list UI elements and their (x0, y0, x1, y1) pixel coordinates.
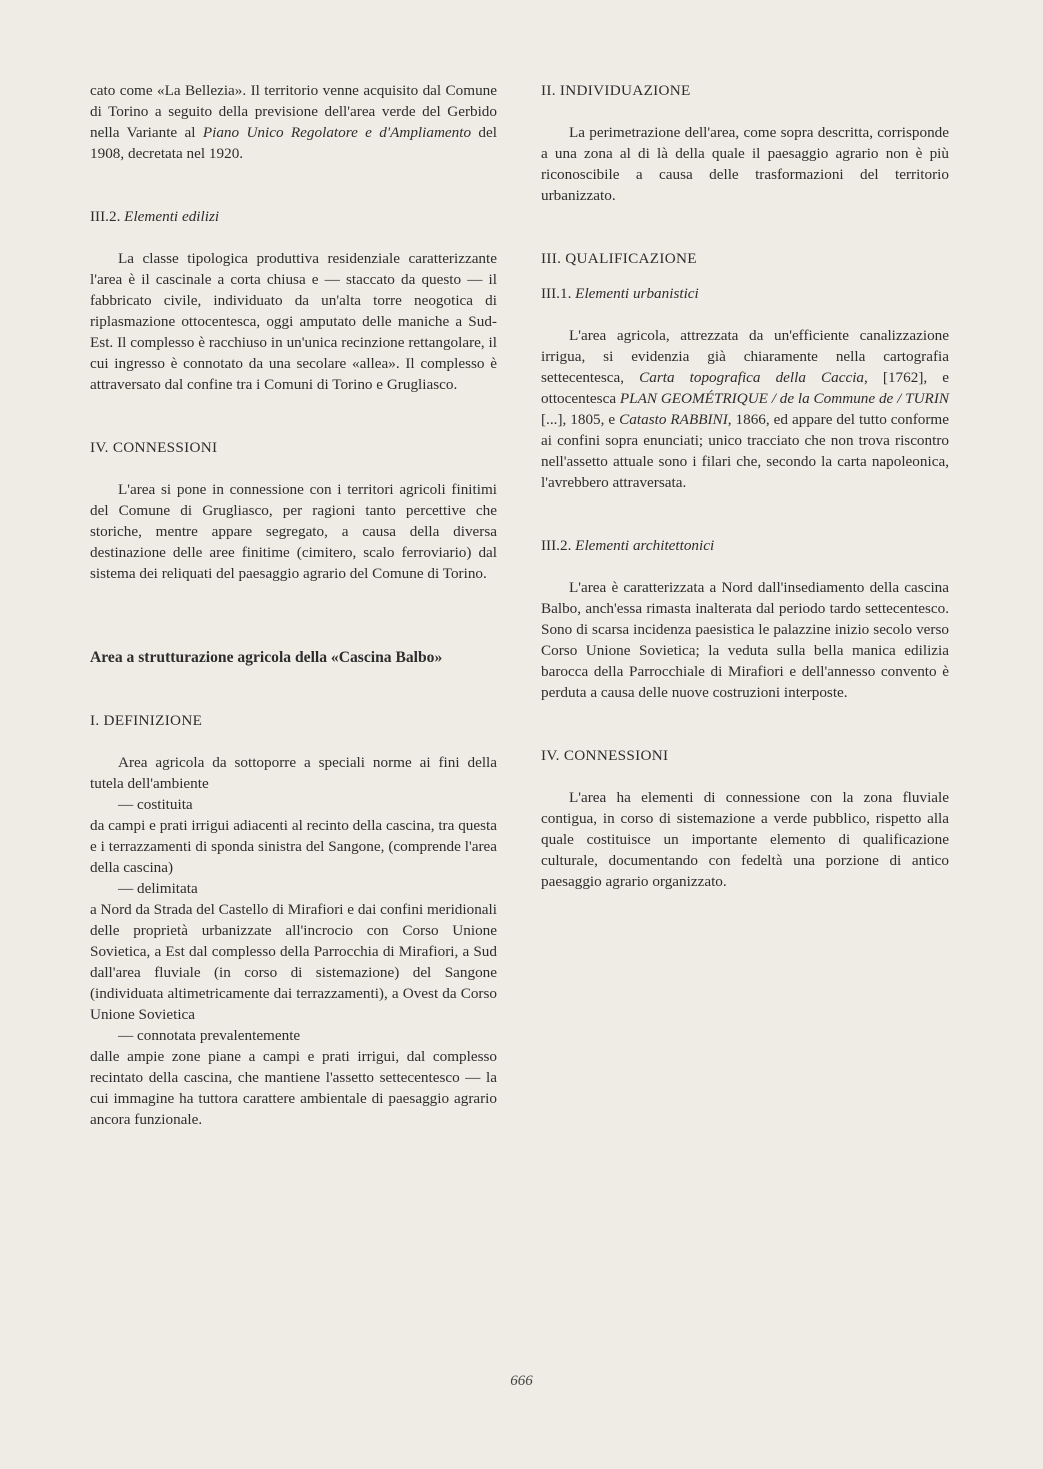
section-heading-iii1-urbanistici: III.1. Elementi urbanistici (541, 285, 699, 302)
intro-paragraph: cato come «La Bellezia». Il territorio venne acquisito dal Comune di Torino a seguito della previsione dell'area verde del Gerbido nella Variante al Piano Unico Regolatore e d'Ampliamento del 1908, decretata nel 1920. (90, 82, 497, 162)
paragraph-individuazione: La perimetrazione dell'area, come sopra descritta, corrisponde a una zona al di là della quale il paesaggio agrario non è più riconoscibile a causa delle trasformazioni del territorio urbanizzato. (541, 124, 949, 204)
paragraph-connessioni-right: L'area ha elementi di connessione con la zona fluviale contigua, in corso di sistemazione a verde pubblico, rispetto alla quale costituisce un importante elemento di qualificazione culturale, documentando con fedeltà una porzione di antico paesaggio agrario organizzato. (541, 789, 949, 890)
paragraph-costituita: da campi e prati irrigui adiacenti al recinto della cascina, tra questa e i terrazzamenti di sponda sinistra del Sangone, (comprende l'area della cascina) (90, 817, 497, 876)
paragraph-delimitata: a Nord da Strada del Castello di Mirafiori e dai confini meridionali delle proprietà urbanizzate all'incrocio con Corso Unione Sovietica, a Est dal complesso della Parrocchia di Mirafiori, a Sud dall'area fluviale (in corso di sistemazione) del Sangone (individuata altimetricamente dai terrazzamenti), a Ovest da Corso Unione Sovietica (90, 901, 497, 1023)
paragraph-edilizi: La classe tipologica produttiva residenziale caratterizzante l'area è il cascinale a corta chiusa e — staccato da questo — il fabbricato civile, individuato da un'alta torre neogotica di riplasmazione ottocentesca, oggi amputato delle maniche a Sud-Est. Il complesso è racchiuso in un'unica recinzione rettangolare, il cui ingresso è connotato da una secolare «allea». Il complesso è attraversato dal confine tra i Comuni di Torino e Grugliasco. (90, 250, 497, 393)
section-heading-iii2-edilizi: III.2. Elementi edilizi (90, 208, 220, 225)
area-title: Area a strutturazione agricola della «Cascina Balbo» (90, 649, 443, 666)
section-heading-iv-connessioni-left: IV. CONNESSIONI (90, 439, 218, 456)
right-column (541, 80, 949, 892)
list-item-delimitata: — delimitata (118, 880, 198, 897)
section-heading-iii2-architettonici: III.2. Elementi architettonici (541, 537, 715, 554)
section-heading-iii-qualificazione: III. QUALIFICAZIONE (541, 250, 697, 267)
paragraph-connessioni-left: L'area si pone in connessione con i territori agricoli finitimi del Comune di Grugliasco, per ragioni tanto percettive che storiche, mentre appare segregato, a causa della diversa destinazione delle aree finitime (cimitero, scalo ferroviario) dal sistema dei reliquati del paesaggio agrario del Comune di Torino. (90, 481, 497, 582)
list-item-costituita: — costituita (118, 796, 193, 813)
section-heading-iv-connessioni-right: IV. CONNESSIONI (541, 747, 669, 764)
paragraph-urbanistici: L'area agricola, attrezzata da un'efficiente canalizzazione irrigua, si evidenzia già chiaramente nella cartografia settecentesca, Carta topografica della Caccia, [1762], e ottocentesca PLAN GEOMÉTRIQUE / de la Commune de / TURIN [...], 1805, e Catasto RABBINI, 1866, ed appare del tutto conforme ai confini sopra enunciati; unico tracciato che non trova riscontro nell'assetto attuale sono i filari che, secondo la carta napoleonica, l'avrebbero attraversata. (541, 327, 950, 491)
left-column (90, 80, 497, 1130)
section-heading-i-definizione: I. DEFINIZIONE (90, 712, 203, 729)
paragraph-architettonici: L'area è caratterizzata a Nord dall'insediamento della cascina Balbo, anch'essa rimasta inalterata dal periodo tardo settecentesco. Sono di scarsa incidenza paesistica le palazzine inizio secolo verso Corso Unione Sovietica; la veduta sulla bella manica edilizia barocca della Parrocchiale di Mirafiori e dell'annesso convento è perduta a causa delle nuove costruzioni interposte. (541, 579, 949, 701)
paragraph-definizione-intro: Area agricola da sottoporre a speciali norme ai fini della tutela dell'ambiente (90, 754, 497, 792)
section-heading-ii-individuazione: II. INDIVIDUAZIONE (541, 82, 691, 99)
paragraph-connotata: dalle ampie zone piane a campi e prati irrigui, dal complesso recintato della cascina, che mantiene l'assetto settecentesco — la cui immagine ha tuttora carattere ambientale di paesaggio agrario ancora funzionale. (90, 1048, 497, 1128)
page-number: 666 (510, 1373, 533, 1389)
list-item-connotata: — connotata prevalentemente (118, 1027, 301, 1044)
